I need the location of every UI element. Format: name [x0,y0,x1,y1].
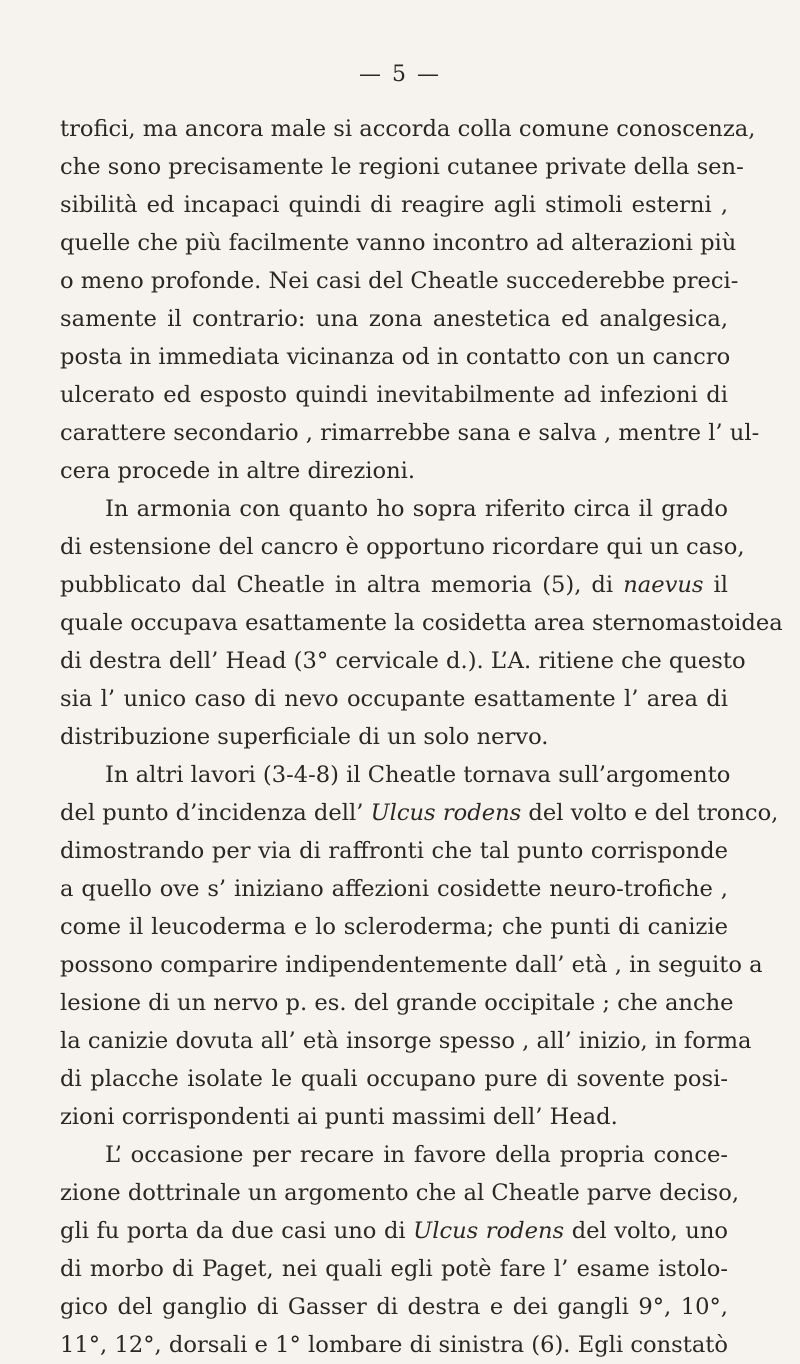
text-line [60,1022,752,1060]
text-run: del punto d’incidenza dell’ [60,800,371,826]
text-line [60,148,744,186]
text-line [60,110,756,148]
text-line [60,566,728,604]
text-run: come il leucoderma e lo scleroderma; che punti di canizie [60,914,728,940]
text-run: samente il contrario: una zona anestetica ed analgesica, [60,306,728,332]
text-line [60,870,728,908]
text-line [60,338,731,376]
text-run: a quello ove s’ iniziano affezioni cosidette neuro-trofiche , [60,876,728,902]
text-run: sibilità ed incapaci quindi di reagire agli stimoli esterni , [60,192,728,218]
text-line [60,1326,728,1364]
text-line [60,1212,728,1250]
text-run: o meno profonde. Nei casi del Cheatle succederebbe preci- [60,268,739,294]
text-line [60,224,737,262]
text-run: L’ occasione per recare in favore della propria conce- [105,1142,728,1168]
text-line [60,604,783,642]
text-run: ulcerato ed esposto quindi inevitabilmente ad infezioni di [60,382,728,408]
text-run: zioni corrispondenti ai punti massimi dell’ Head. [60,1104,618,1130]
text-line [60,1060,728,1098]
text-run: lesione di un nervo p. es. del grande occipitale ; che anche [60,990,734,1016]
text-line [60,1136,728,1174]
text-line [60,794,779,832]
text-line [60,1288,728,1326]
text-line [60,262,739,300]
text-run: zione dottrinale un argomento che al Cheatle parve deciso, [60,1180,740,1206]
text-run: 11°, 12°, dorsali e 1° lombare di sinistra (6). Egli constatò [60,1332,728,1358]
body-text [60,110,783,1364]
text-run: la canizie dovuta all’ età insorge spesso , all’ inizio, in forma [60,1028,752,1054]
text-line [60,1098,728,1136]
text-run: quale occupava esattamente la cosidetta area sternomastoidea [60,610,783,636]
text-line [60,718,728,756]
text-run: che sono precisamente le regioni cutanee private della sen- [60,154,744,180]
text-line [60,680,728,718]
text-run: distribuzione superficiale di un solo nervo. [60,724,549,750]
text-line [60,946,763,984]
italic-term: Ulcus rodens [370,800,522,826]
text-line [60,1250,728,1288]
text-line [60,756,731,794]
text-line [60,300,728,338]
italic-term: Ulcus rodens [413,1218,565,1244]
italic-term: naevus [623,572,704,598]
text-line [60,376,728,414]
text-run: trofici, ma ancora male si accorda colla comune conoscenza, [60,116,756,142]
text-run: dimostrando per via di raffronti che tal punto corrisponde [60,838,728,864]
text-line [60,1174,740,1212]
text-run: del volto, uno [564,1218,728,1244]
text-line [60,186,728,224]
text-run: di morbo di Paget, nei quali egli potè fare l’ esame istolo- [60,1256,728,1282]
text-run: di placche isolate le quali occupano pure di sovente posi- [60,1066,728,1092]
text-run: carattere secondario , rimarrebbe sana e salva , mentre l’ ul- [60,420,760,446]
text-run: di estensione del cancro è opportuno ricordare qui un caso, [60,534,745,560]
text-line [60,984,734,1022]
text-run: sia l’ unico caso di nevo occupante esattamente l’ area di [60,686,728,712]
text-run: In armonia con quanto ho sopra riferito circa il grado [105,496,728,522]
text-run: gli fu porta da due casi uno di [60,1218,414,1244]
text-line [60,832,728,870]
text-run: gico del ganglio di Gasser di destra e dei gangli 9°, 10°, [60,1294,728,1320]
text-line [60,908,728,946]
text-run: di destra dell’ Head (3° cervicale d.). L’A. ritiene che questo [60,648,746,674]
text-run: quelle che più facilmente vanno incontro ad alterazioni più [60,230,737,256]
text-run: il [703,572,729,598]
text-run: In altri lavori (3-4-8) il Cheatle tornava sull’argomento [105,762,731,788]
text-line [60,452,728,490]
text-line [60,528,745,566]
text-run: posta in immediata vicinanza od in contatto con un cancro [60,344,731,370]
text-run: cera procede in altre direzioni. [60,458,416,484]
text-run: pubblicato dal Cheatle in altra memoria (5), di [60,572,624,598]
page-number: — 5 — [359,62,441,87]
text-run: del volto e del tronco, [521,800,779,826]
text-line [60,414,760,452]
text-run: possono comparire indipendentemente dall’ età , in seguito a [60,952,763,978]
text-line [60,642,746,680]
text-line [60,490,728,528]
